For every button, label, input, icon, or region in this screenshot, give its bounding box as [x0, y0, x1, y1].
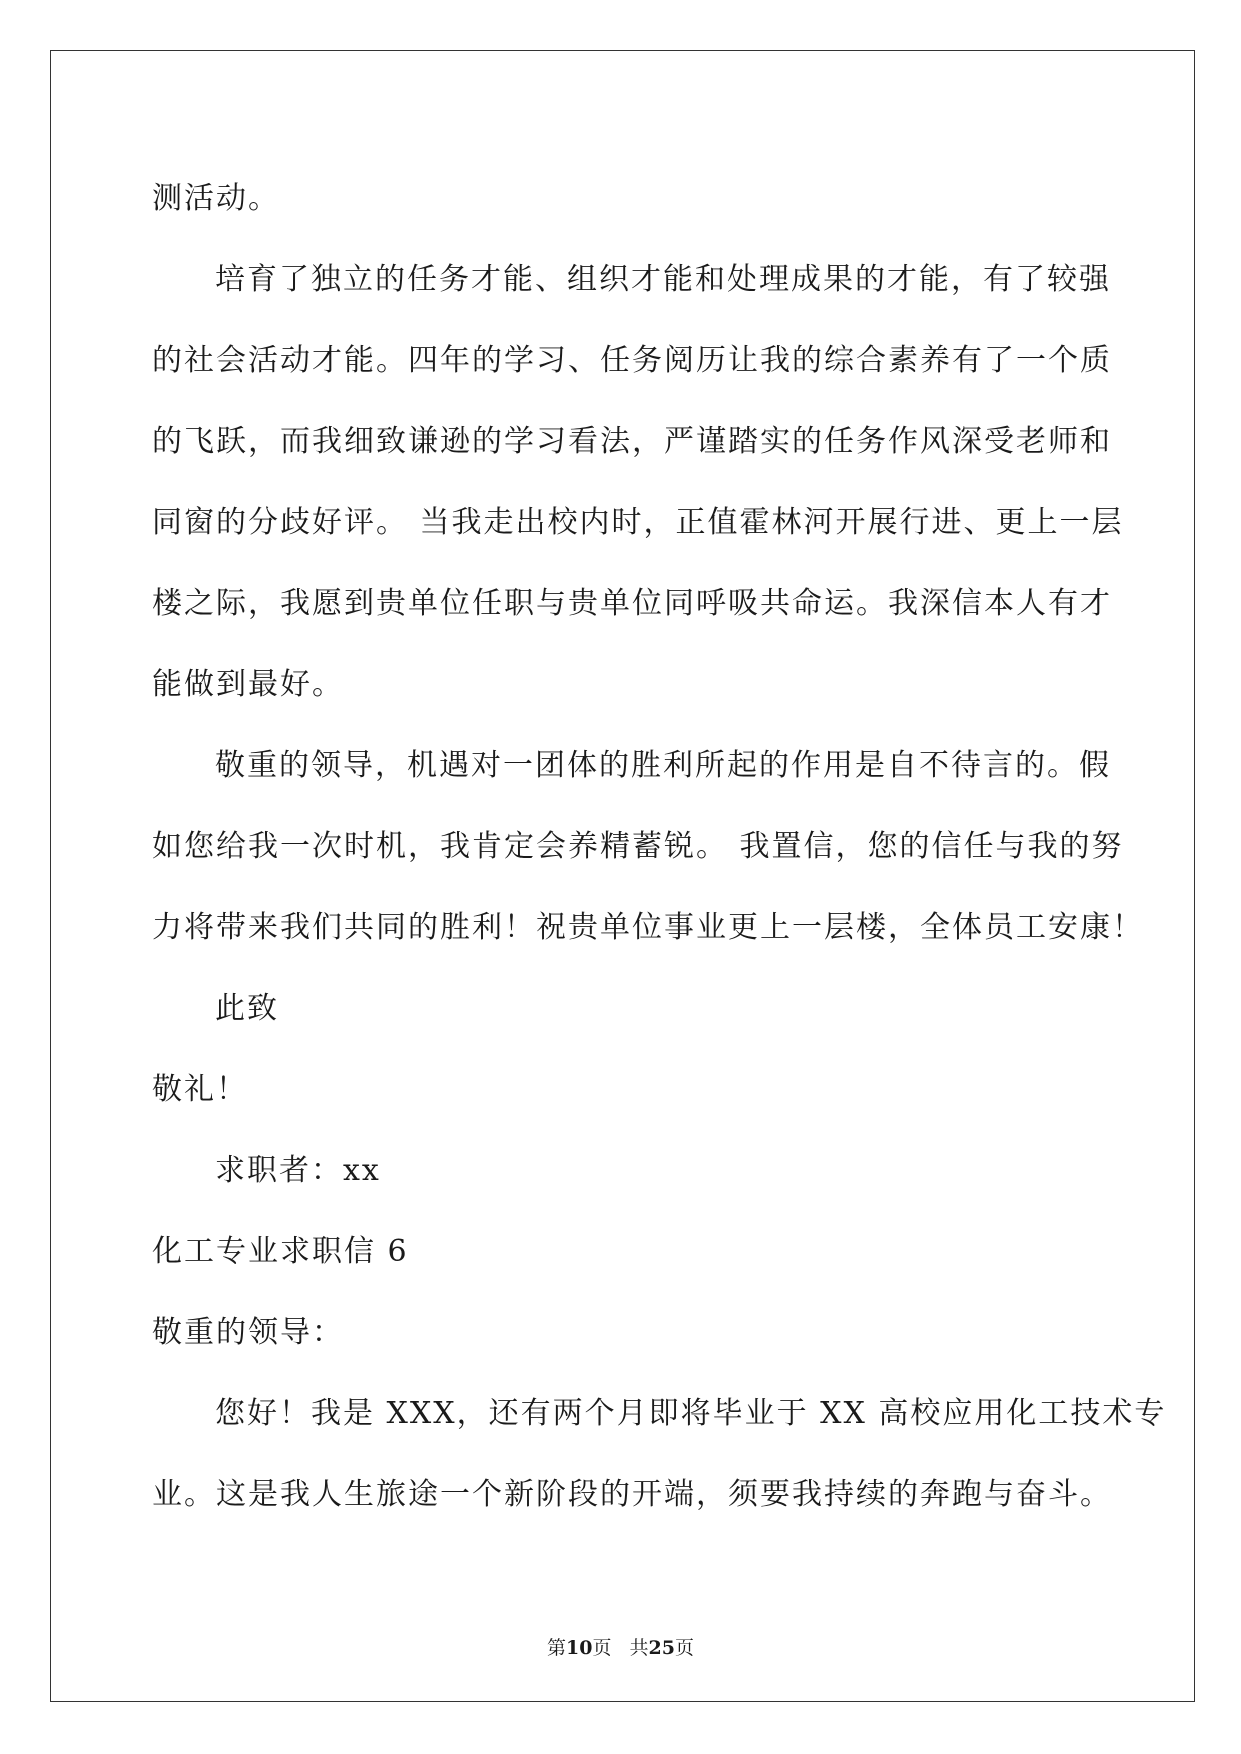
text-line: 力将带来我们共同的胜利！祝贵单位事业更上一层楼，全体员工安康！ [152, 910, 1144, 945]
signature-line: 求职者：xx [215, 1153, 381, 1188]
text-line: 培育了独立的任务才能、组织才能和处理成果的才能，有了较强 [215, 262, 1111, 297]
page-footer [0, 1633, 1241, 1660]
text-line: 测活动。 [152, 181, 280, 216]
closing-salutation: 此致 [215, 991, 279, 1026]
section-heading: 化工专业求职信 6 [152, 1234, 409, 1269]
total-page-count: 25 [648, 1637, 675, 1659]
text-line: 的飞跃，而我细致谦逊的学习看法，严谨踏实的任务作风深受老师和 [152, 424, 1112, 459]
document-body [152, 158, 1167, 1535]
text-line: 敬重的领导，机遇对一团体的胜利所起的作用是自不待言的。假 [215, 748, 1111, 783]
footer-page-suffix: 页 [592, 1637, 612, 1659]
text-line: 业。这是我人生旅途一个新阶段的开端，须要我持续的奔跑与奋斗。 [152, 1477, 1112, 1512]
closing-regards: 敬礼！ [152, 1072, 248, 1107]
text-line: 楼之际，我愿到贵单位任职与贵单位同呼吸共命运。我深信本人有才 [152, 586, 1112, 621]
text-line: 您好！我是 XXX，还有两个月即将毕业于 XX 高校应用化工技术专 [215, 1396, 1167, 1431]
text-line: 能做到最好。 [152, 667, 344, 702]
footer-total-suffix: 页 [674, 1637, 694, 1659]
greeting-line: 敬重的领导： [152, 1315, 344, 1350]
footer-prefix: 第 [547, 1637, 567, 1659]
footer-total-prefix: 共 [629, 1637, 649, 1659]
current-page-number: 10 [566, 1637, 593, 1659]
text-line: 如您给我一次时机，我肯定会养精蓄锐。 我置信，您的信任与我的努 [152, 829, 1124, 864]
text-line: 的社会活动才能。四年的学习、任务阅历让我的综合素养有了一个质 [152, 343, 1112, 378]
text-line: 同窗的分歧好评。 当我走出校内时，正值霍林河开展行进、更上一层 [152, 505, 1124, 540]
